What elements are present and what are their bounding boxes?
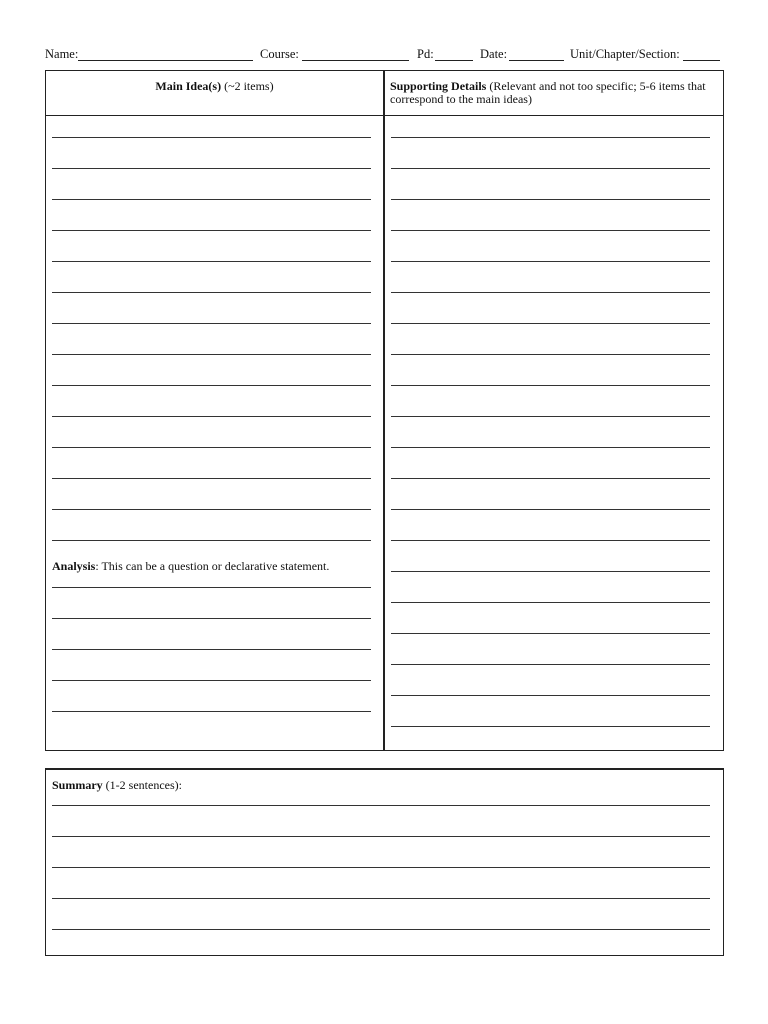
writing-line[interactable] — [391, 602, 710, 603]
name-field[interactable] — [78, 60, 253, 61]
writing-line[interactable] — [391, 664, 710, 665]
analysis-text: : This can be a question or declarative statement. — [95, 559, 330, 573]
analysis-prompt — [52, 559, 329, 574]
unit-field[interactable] — [683, 60, 720, 61]
writing-line[interactable] — [391, 695, 710, 696]
writing-line[interactable] — [391, 385, 710, 386]
writing-line[interactable] — [52, 230, 371, 231]
writing-line[interactable] — [52, 929, 710, 930]
writing-line[interactable] — [391, 261, 710, 262]
writing-line[interactable] — [391, 571, 710, 572]
writing-line[interactable] — [52, 587, 371, 588]
writing-line[interactable] — [52, 292, 371, 293]
supporting-details-header — [390, 80, 710, 106]
writing-line[interactable] — [52, 711, 371, 712]
writing-line[interactable] — [52, 867, 710, 868]
writing-line[interactable] — [391, 230, 710, 231]
writing-line[interactable] — [52, 447, 371, 448]
supporting-details-note: (Relevant and not too specific; 5-6 items that correspond to the main ideas) — [390, 79, 706, 106]
writing-line[interactable] — [52, 385, 371, 386]
supporting-details-title: Supporting Details — [390, 79, 487, 93]
writing-line[interactable] — [52, 540, 371, 541]
header-divider — [45, 115, 724, 116]
pd-label: Pd: — [417, 47, 434, 61]
summary-box — [45, 768, 724, 956]
writing-line[interactable] — [52, 649, 371, 650]
date-label: Date: — [480, 47, 508, 61]
writing-line[interactable] — [52, 836, 710, 837]
unit-label: Unit/Chapter/Section: — [570, 47, 680, 61]
summary-prompt — [52, 778, 182, 793]
writing-line[interactable] — [52, 805, 710, 806]
header-fields — [45, 47, 725, 65]
pd-field[interactable] — [435, 60, 473, 61]
writing-line[interactable] — [391, 633, 710, 634]
writing-line[interactable] — [52, 137, 371, 138]
writing-line[interactable] — [52, 478, 371, 479]
writing-line[interactable] — [52, 261, 371, 262]
column-divider — [383, 70, 385, 751]
writing-line[interactable] — [391, 199, 710, 200]
writing-line[interactable] — [52, 898, 710, 899]
writing-line[interactable] — [391, 726, 710, 727]
writing-line[interactable] — [52, 509, 371, 510]
date-field[interactable] — [509, 60, 564, 61]
writing-line[interactable] — [52, 354, 371, 355]
writing-line[interactable] — [52, 416, 371, 417]
writing-line[interactable] — [52, 680, 371, 681]
writing-line[interactable] — [52, 199, 371, 200]
writing-line[interactable] — [391, 540, 710, 541]
writing-line[interactable] — [391, 354, 710, 355]
writing-line[interactable] — [391, 168, 710, 169]
name-label: Name: — [45, 47, 79, 61]
writing-line[interactable] — [52, 168, 371, 169]
writing-line[interactable] — [391, 292, 710, 293]
writing-line[interactable] — [391, 478, 710, 479]
writing-line[interactable] — [391, 447, 710, 448]
course-label: Course: — [260, 47, 299, 61]
course-field[interactable] — [302, 60, 409, 61]
writing-line[interactable] — [52, 323, 371, 324]
summary-note: (1-2 sentences): — [105, 778, 182, 792]
main-ideas-note: (~2 items) — [224, 79, 274, 93]
writing-line[interactable] — [391, 509, 710, 510]
main-ideas-header — [46, 80, 383, 93]
analysis-title: Analysis — [52, 559, 96, 573]
writing-line[interactable] — [391, 416, 710, 417]
main-ideas-title: Main Idea(s) — [155, 79, 222, 93]
writing-line[interactable] — [52, 618, 371, 619]
summary-title: Summary — [52, 778, 103, 792]
writing-line[interactable] — [391, 137, 710, 138]
writing-line[interactable] — [391, 323, 710, 324]
